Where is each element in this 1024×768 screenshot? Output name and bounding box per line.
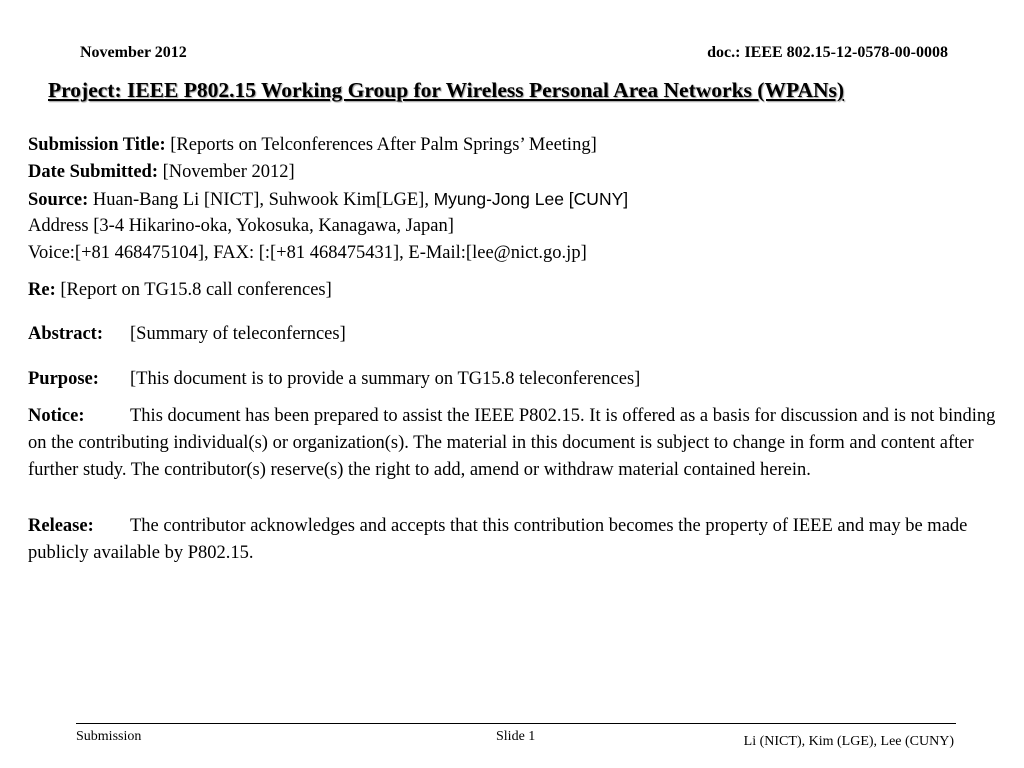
date-submitted-value: [November 2012] [162, 162, 295, 182]
footer-submission: Submission [76, 729, 142, 744]
re-value: [Report on TG15.8 call conferences] [60, 280, 332, 300]
notice-label: Notice: [28, 406, 85, 426]
voice-line: Voice:[+81 468475104], FAX: [:[+81 468475431], E-Mail:[lee@nict.go.jp] [28, 243, 587, 263]
abstract-label: Abstract: [28, 324, 104, 344]
page-title: Project: IEEE P802.15 Working Group for Wireless Personal Area Networks (WPANs) [48, 78, 845, 102]
submission-title-value: [Reports on Telconferences After Palm Springs’ Meeting] [170, 135, 597, 155]
source-value-cuny: Myung-Jong Lee [CUNY] [433, 189, 629, 209]
release-text: The contributor acknowledges and accepts that this contribution becomes the property of IEEE and may be made publicly available by P802.15. [28, 516, 968, 563]
header-doc-id: doc.: IEEE 802.15-12-0578-00-0008 [707, 44, 948, 61]
release-label: Release: [28, 516, 94, 536]
footer-authors: Li (NICT), Kim (LGE), Lee (CUNY) [743, 734, 954, 749]
purpose-value: [This document is to provide a summary on TG15.8 teleconferences] [130, 369, 641, 389]
footer-divider [76, 723, 956, 724]
notice-text: This document has been prepared to assist the IEEE P802.15. It is offered as a basis for discussion and is not binding on the contributing individual(s) or organization(s). The material in this document is subject to change in form and content after further study. The contributor(s) reserve(s) the right to add, amend or withdraw material contained herein. [28, 406, 996, 480]
notice-paragraph [28, 403, 1018, 484]
purpose-label: Purpose: [28, 369, 99, 389]
address-line: Address [3-4 Hikarino-oka, Yokosuka, Kanagawa, Japan] [28, 216, 454, 236]
re-line [28, 280, 332, 301]
abstract-line [28, 324, 346, 345]
date-submitted-label: Date Submitted: [28, 162, 159, 182]
submission-title-label: Submission Title: [28, 135, 166, 155]
abstract-value: [Summary of teleconfernces] [130, 324, 346, 344]
header-date: November 2012 [80, 44, 187, 61]
source-label: Source: [28, 190, 89, 210]
source-value: Huan-Bang Li [NICT], Suhwook Kim[LGE], [92, 190, 429, 210]
date-submitted-line [28, 162, 295, 183]
submission-title-line [28, 135, 597, 156]
purpose-line [28, 369, 640, 390]
source-line [28, 189, 628, 211]
release-paragraph [28, 513, 1018, 567]
footer-slide-number: Slide 1 [496, 729, 536, 744]
re-label: Re: [28, 280, 56, 300]
